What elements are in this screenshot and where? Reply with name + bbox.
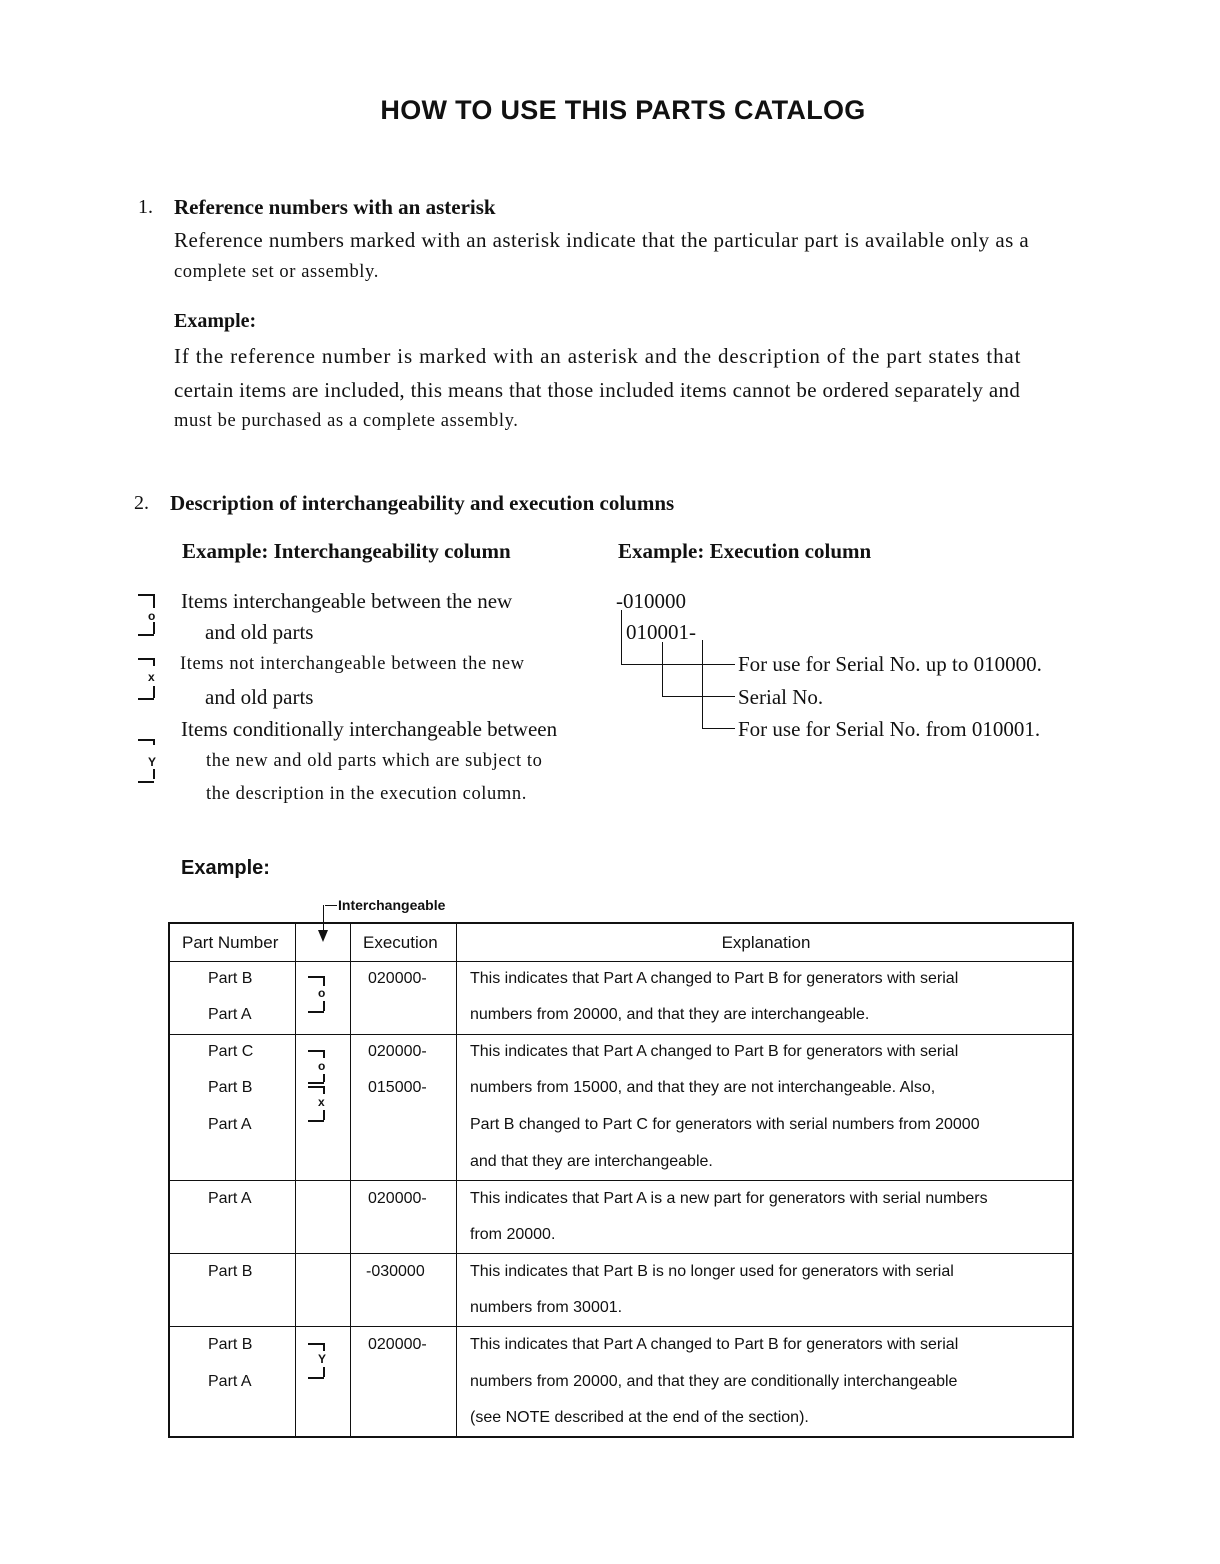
legend-text: and old parts [205, 685, 314, 709]
paragraph-line: certain items are included, this means that those included items cannot be ordered separately and [174, 378, 1021, 402]
example-table [168, 922, 1074, 1438]
legend-text: Items not interchangeable between the new [180, 654, 525, 674]
part-number: Part A [208, 1006, 252, 1023]
execution-code: -010000 [616, 589, 686, 613]
column-header-explanation: Explanation [721, 933, 811, 952]
explanation-line: numbers from 30001. [470, 1299, 623, 1316]
execution-note: For use for Serial No. up to 010000. [738, 652, 1042, 676]
execution-value: 020000- [368, 1043, 427, 1060]
execution-value: 015000- [368, 1079, 427, 1096]
part-number: Part B [208, 1263, 253, 1280]
paragraph-line: must be purchased as a complete assembly. [174, 411, 519, 431]
conditionally-interchangeable-symbol-icon: Y [308, 1343, 332, 1383]
interchangeable-symbol-icon: o [138, 594, 162, 640]
explanation-line: and that they are interchangeable. [470, 1153, 713, 1170]
conditionally-interchangeable-symbol-icon: Y [138, 739, 162, 785]
execution-value: -030000 [366, 1263, 425, 1280]
explanation-line: This indicates that Part A changed to Part B for generators with serial [470, 1336, 959, 1353]
paragraph-line: Reference numbers marked with an asterisk indicate that the particular part is available only as a [174, 228, 1030, 252]
legend-text: the new and old parts which are subject to [206, 751, 543, 771]
example-label: Example: [181, 857, 270, 879]
interchangeable-callout: Interchangeable [338, 897, 446, 913]
interchangeable-symbol-icon: o [308, 1050, 332, 1090]
not-interchangeable-symbol-icon: x [308, 1086, 332, 1126]
legend-text: the description in the execution column. [206, 784, 527, 804]
explanation-line: This indicates that Part A changed to Part B for generators with serial [470, 970, 959, 987]
part-number: Part A [208, 1116, 252, 1133]
page-title: HOW TO USE THIS PARTS CATALOG [380, 95, 866, 125]
explanation-line: This indicates that Part A changed to Part B for generators with serial [470, 1043, 959, 1060]
section-heading: Description of interchangeability and execution columns [170, 491, 675, 515]
explanation-line: numbers from 15000, and that they are not interchangeable. Also, [470, 1079, 936, 1096]
interchangeability-heading: Example: Interchangeability column [182, 539, 511, 563]
section-number: 2. [134, 492, 149, 514]
not-interchangeable-symbol-icon: x [138, 658, 162, 704]
interchangeable-symbol-icon: o [308, 976, 332, 1016]
execution-heading: Example: Execution column [618, 539, 872, 563]
explanation-line: (see NOTE described at the end of the section). [470, 1409, 809, 1426]
execution-code: 010001- [626, 620, 696, 644]
section-number: 1. [138, 196, 153, 218]
explanation-line: numbers from 20000, and that they are interchangeable. [470, 1006, 870, 1023]
example-label: Example: [174, 310, 257, 332]
part-number: Part C [208, 1043, 254, 1060]
column-header-part-number: Part Number [182, 933, 279, 952]
explanation-line: from 20000. [470, 1226, 556, 1243]
execution-note: For use for Serial No. from 010001. [738, 717, 1041, 741]
part-number: Part A [208, 1373, 252, 1390]
execution-note: Serial No. [738, 685, 824, 709]
section-heading: Reference numbers with an asterisk [174, 195, 496, 219]
execution-value: 020000- [368, 1190, 427, 1207]
part-number: Part B [208, 1336, 253, 1353]
column-header-execution: Execution [363, 933, 438, 952]
part-number: Part A [208, 1190, 252, 1207]
explanation-line: This indicates that Part A is a new part for generators with serial numbers [470, 1190, 988, 1207]
part-number: Part B [208, 1079, 253, 1096]
explanation-line: numbers from 20000, and that they are conditionally interchangeable [470, 1373, 958, 1390]
part-number: Part B [208, 970, 253, 987]
legend-text: Items interchangeable between the new [181, 589, 513, 613]
explanation-line: Part B changed to Part C for generators with serial numbers from 20000 [470, 1116, 980, 1133]
execution-value: 020000- [368, 970, 427, 987]
paragraph-line: If the reference number is marked with an asterisk and the description of the part states that [174, 344, 1022, 368]
execution-value: 020000- [368, 1336, 427, 1353]
legend-text: Items conditionally interchangeable between [181, 717, 558, 741]
legend-text: and old parts [205, 620, 314, 644]
explanation-line: This indicates that Part B is no longer used for generators with serial [470, 1263, 954, 1280]
paragraph-line: complete set or assembly. [174, 262, 379, 282]
